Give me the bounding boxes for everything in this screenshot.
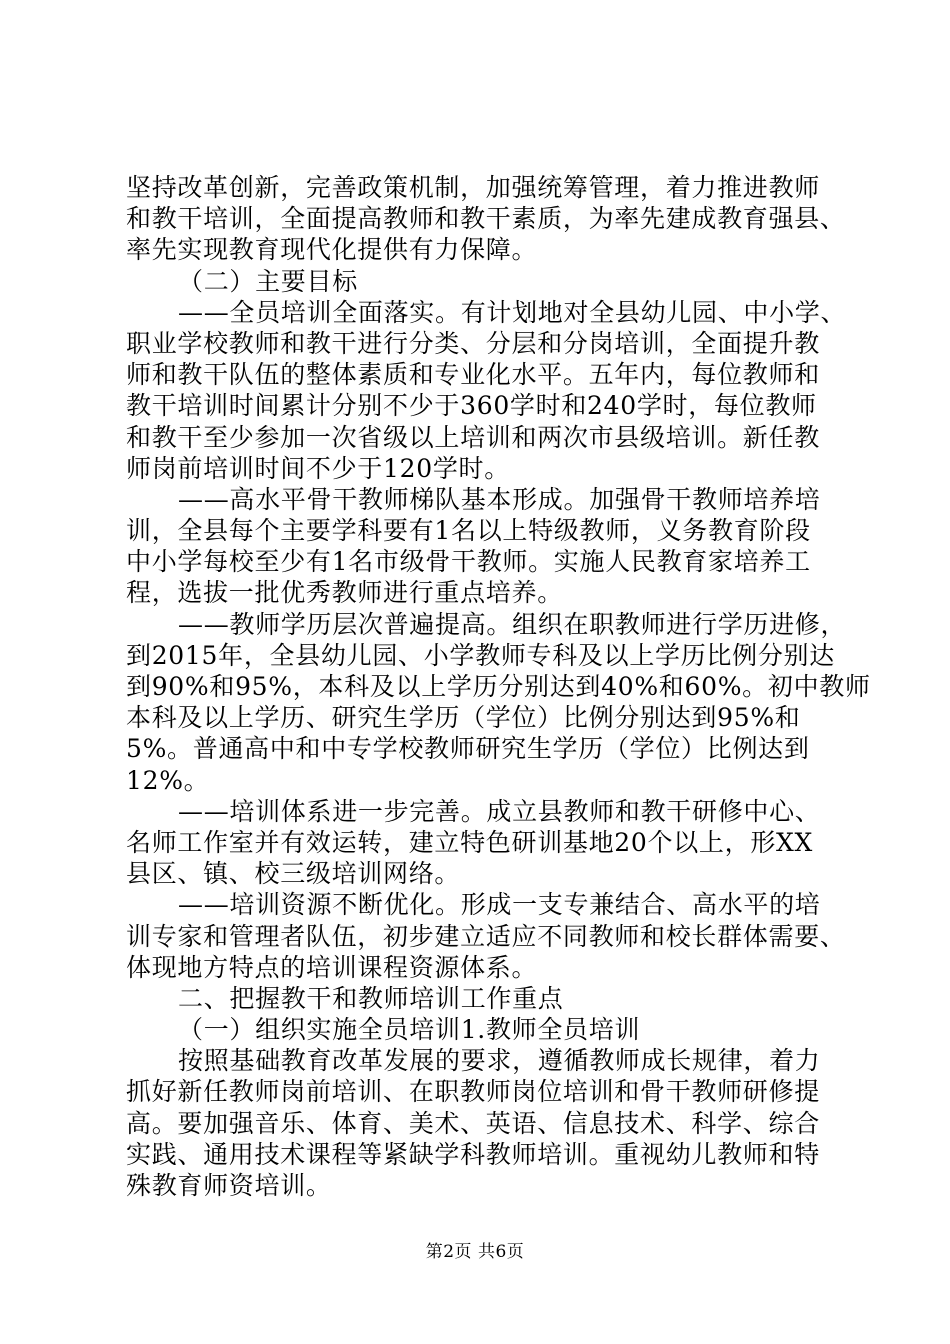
text-line: 坚持改革创新，完善政策机制，加强统筹管理，着力推进教师 xyxy=(126,173,820,202)
text-line: 5%。普通高中和中专学校教师研究生学历（学位）比例达到 xyxy=(126,734,810,764)
text-line: 本科及以上学历、研究生学历（学位）比例分别达到95%和 xyxy=(126,703,801,733)
text-line: ——培训体系进一步完善。成立县教师和教干研修中心、 xyxy=(178,796,821,826)
text-line: 训专家和管理者队伍，初步建立适应不同教师和校长群体需要、 xyxy=(126,921,846,951)
text-line: 县区、镇、校三级培训网络。 xyxy=(126,859,461,889)
text-line: 二、把握教干和教师培训工作重点 xyxy=(178,983,564,1013)
text-line: 名师工作室并有效运转，建立特色研训基地20个以上，形XX xyxy=(126,827,814,857)
text-line: 和教干至少参加一次省级以上培训和两次市县级培训。新任教 xyxy=(126,422,820,452)
text-line: 程，选拔一批优秀教师进行重点培养。 xyxy=(126,578,563,608)
text-line: 实践、通用技术课程等紧缺学科教师培训。重视幼儿教师和特 xyxy=(126,1139,820,1169)
text-line: ——高水平骨干教师梯队基本形成。加强骨干教师培养培 xyxy=(178,484,821,514)
text-line: （一）组织实施全员培训1.教师全员培训 xyxy=(178,1015,641,1045)
text-line: 按照基础教育改革发展的要求，遵循教师成长规律，着力 xyxy=(178,1046,821,1076)
text-line: 体现地方特点的培训课程资源体系。 xyxy=(126,952,538,982)
text-line: 师和教干队伍的整体素质和专业化水平。五年内，每位教师和 xyxy=(126,360,820,390)
text-line: 教干培训时间累计分别不少于360学时和240学时，每位教师 xyxy=(126,391,817,421)
text-line: 和教干培训，全面提高教师和教干素质，为率先建成教育强县、 xyxy=(126,204,846,234)
text-line: 12%。 xyxy=(126,765,210,795)
text-line: 中小学每校至少有1名市级骨干教师。实施人民教育家培养工 xyxy=(126,547,811,577)
text-line: 殊教育师资培训。 xyxy=(126,1171,332,1200)
text-line: ——全员培训全面落实。有计划地对全县幼儿园、中小学、 xyxy=(178,297,847,327)
text-line: ——教师学历层次普遍提高。组织在职教师进行学历进修， xyxy=(178,609,847,639)
text-line: 训，全县每个主要学科要有1名以上特级教师，义务教育阶段 xyxy=(126,516,811,546)
page-footer: 第2页 共6页 xyxy=(425,1242,525,1262)
text-line: ——培训资源不断优化。形成一支专兼结合、高水平的培 xyxy=(178,890,821,920)
text-line: 到90%和95%，本科及以上学历分别达到40%和60%。初中教师 xyxy=(126,672,871,701)
text-line: （二）主要目标 xyxy=(178,266,358,296)
text-line: 抓好新任教师岗前培训、在职教师岗位培训和骨干教师研修提 xyxy=(126,1077,820,1107)
document-body xyxy=(126,172,871,1201)
text-line: 职业学校教师和教干进行分类、分层和分岗培训，全面提升教 xyxy=(126,328,820,358)
text-line: 率先实现教育现代化提供有力保障。 xyxy=(126,235,538,265)
text-line: 师岗前培训时间不少于120学时。 xyxy=(126,453,510,483)
text-line: 高。要加强音乐、体育、美术、英语、信息技术、科学、综合 xyxy=(126,1108,820,1138)
text-line: 到2015年，全县幼儿园、小学教师专科及以上学历比例分别达 xyxy=(126,640,835,670)
